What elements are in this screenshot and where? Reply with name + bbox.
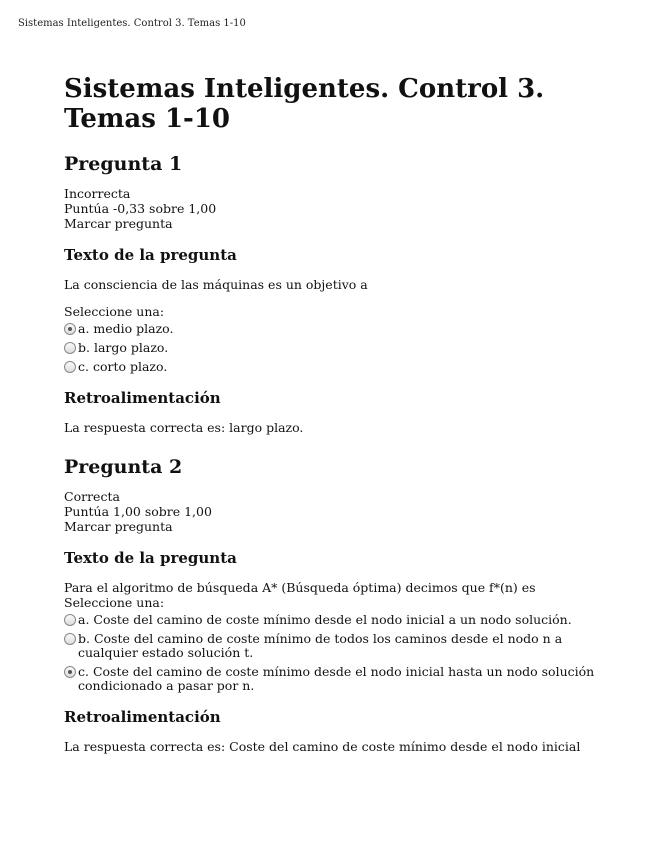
question-text: Para el algoritmo de búsqueda A* (Búsqueda óptima) decimos que f*(n) es xyxy=(64,580,536,595)
question-info xyxy=(64,186,624,231)
question-text-heading: Texto de la pregunta xyxy=(64,246,237,264)
question-heading: Pregunta 1 xyxy=(64,153,183,175)
feedback-text: La respuesta correcta es: largo plazo. xyxy=(64,420,304,435)
radio-icon[interactable] xyxy=(64,633,76,645)
answer-option-c[interactable] xyxy=(64,360,624,374)
flag-question-link[interactable]: Marcar pregunta xyxy=(64,216,173,231)
feedback-heading: Retroalimentación xyxy=(64,708,221,726)
answer-option-a[interactable] xyxy=(64,613,624,627)
answer-label: a. Coste del camino de coste mínimo desde el nodo inicial a un nodo solución. xyxy=(78,612,572,627)
question-status: Correcta xyxy=(64,489,120,504)
answer-options xyxy=(64,613,624,693)
quiz-review xyxy=(64,74,624,774)
answer-label: c. corto plazo. xyxy=(78,359,168,374)
flag-question-link[interactable]: Marcar pregunta xyxy=(64,519,173,534)
select-prompt: Seleccione una: xyxy=(64,595,165,610)
answer-option-b[interactable] xyxy=(64,632,624,660)
answer-option-c[interactable] xyxy=(64,665,624,693)
radio-selected-icon[interactable] xyxy=(64,323,76,335)
question-score: Puntúa -0,33 sobre 1,00 xyxy=(64,201,217,216)
question-status: Incorrecta xyxy=(64,186,131,201)
running-header: Sistemas Inteligentes. Control 3. Temas 1-10 xyxy=(18,18,246,29)
answer-label: a. medio plazo. xyxy=(78,321,174,336)
select-prompt: Seleccione una: xyxy=(64,304,165,319)
feedback-text: La respuesta correcta es: Coste del camino de coste mínimo desde el nodo inicial xyxy=(64,739,581,754)
radio-icon[interactable] xyxy=(64,361,76,373)
question-heading: Pregunta 2 xyxy=(64,456,183,478)
radio-icon[interactable] xyxy=(64,614,76,626)
answer-label: c. Coste del camino de coste mínimo desde el nodo inicial hasta un nodo solución condicionado a pasar por n. xyxy=(78,664,595,693)
question-text-heading: Texto de la pregunta xyxy=(64,549,237,567)
feedback-heading: Retroalimentación xyxy=(64,389,221,407)
question-info xyxy=(64,489,624,534)
answer-label: b. Coste del camino de coste mínimo de todos los caminos desde el nodo n a cualquier estado solución t. xyxy=(78,631,563,660)
question-score: Puntúa 1,00 sobre 1,00 xyxy=(64,504,212,519)
question-text: La consciencia de las máquinas es un objetivo a xyxy=(64,277,368,292)
answer-option-b[interactable] xyxy=(64,341,624,355)
radio-icon[interactable] xyxy=(64,342,76,354)
answer-options xyxy=(64,322,624,374)
answer-option-a[interactable] xyxy=(64,322,624,336)
radio-selected-icon[interactable] xyxy=(64,666,76,678)
question-1 xyxy=(64,152,624,435)
page-title: Sistemas Inteligentes. Control 3. Temas 1-10 xyxy=(64,74,545,134)
question-2 xyxy=(64,455,624,754)
answer-label: b. largo plazo. xyxy=(78,340,169,355)
